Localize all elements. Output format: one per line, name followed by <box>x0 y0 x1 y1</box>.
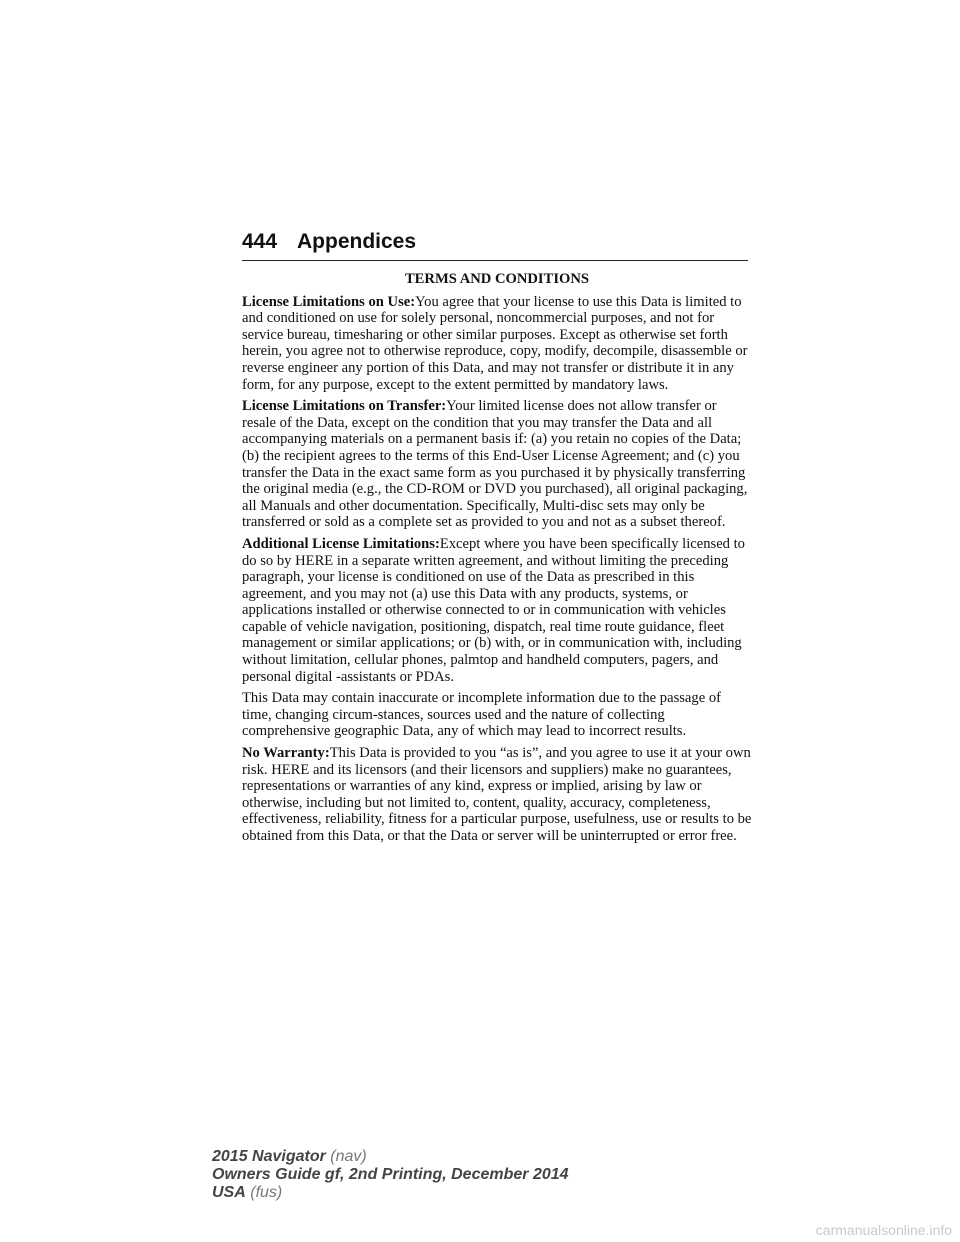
footer-line-region <box>212 1184 569 1202</box>
section-title: Appendices <box>297 230 417 253</box>
paragraph-lead: No Warranty: <box>242 745 330 762</box>
footer-printing: Owners Guide gf, 2nd Printing, December 2014 <box>212 1166 569 1183</box>
paragraph-text: This Data may contain inaccurate or incomplete information due to the passage of time, changing circum-stances, sources used and the nature of collecting comprehensive geographic Data, any of which may lead to incorrect results. <box>242 690 721 740</box>
paragraph-text: You agree that your license to use this Data is limited to and conditioned on use for solely personal, noncommercial purposes, and not for service bureau, timesharing or other similar purposes. Except as otherwise set forth herein, you agree not to otherwise reproduce, copy, modify, decompile, disassemble or reverse engineer any portion of this Data, and may not transfer or distribute it in any form, for any purpose, except to the extent permitted by mandatory laws. <box>242 293 748 393</box>
document-body <box>242 271 752 850</box>
paragraph-text: Your limited license does not allow transfer or resale of the Data, except on the condition that you may transfer the Data and all accompanying materials on a permanent basis if: (a) you retain no copies of the Data; (b) the recipient agrees to the terms of this End-User License Agreement; and (c) you transfer the Data in the exact same form as you purchased it by physically transferring the original media (e.g., the CD-ROM or DVD you purchased), all original packaging, all Manuals and other documentation. Specifically, Multi-disc sets may only be transferred or sold as a complete set as provided to you and not as a subset thereof. <box>242 398 748 531</box>
page-header <box>242 228 748 261</box>
paragraph-no-warranty <box>242 745 752 845</box>
footer-region: USA <box>212 1184 246 1201</box>
footer-line-model <box>212 1148 569 1166</box>
page-number: 444 <box>242 230 278 253</box>
paragraph-lead: Additional License Limitations: <box>242 535 440 552</box>
watermark: carmanualsonline.info <box>815 1222 952 1238</box>
paragraph-data-accuracy <box>242 690 752 740</box>
footer-region-code: (fus) <box>250 1184 283 1201</box>
footer-model: 2015 Navigator <box>212 1148 326 1165</box>
paragraph-additional-limitations <box>242 536 752 685</box>
document-title: TERMS AND CONDITIONS <box>404 271 590 287</box>
paragraph-lead: License Limitations on Use: <box>242 293 416 310</box>
paragraph-license-transfer <box>242 398 752 531</box>
paragraph-text: Except where you have been specifically licensed to do so by HERE in a separate written agreement, and without limiting the preceding paragraph, your license is conditioned on use of the Data as prescribed in this agreement, and you may not (a) use this Data with any products, systems, or applications installed or otherwise connected to or in communication with vehicles capable of vehicle navigation, positioning, dispatch, real time route guidance, fleet management or similar applications; or (b) with, or in communication with, including without limitation, cellular phones, palmtop and handheld computers, pagers, and personal digital -assistants or PDAs. <box>242 535 745 685</box>
footer-model-code: (nav) <box>330 1148 367 1165</box>
paragraph-lead: License Limitations on Transfer: <box>242 398 447 415</box>
paragraph-license-use <box>242 294 752 394</box>
paragraph-text: This Data is provided to you “as is”, and you agree to use it at your own risk. HERE and its licensors (and their licensors and suppliers) make no guarantees, representations or warranties of any kind, express or implied, arising by law or otherwise, including but not limited to, content, quality, accuracy, completeness, effectiveness, reliability, fitness for a particular purpose, usefulness, use or results to be obtained from this Data, or that the Data or server will be uninterrupted or error free. <box>242 745 752 844</box>
print-footer <box>212 1148 569 1202</box>
